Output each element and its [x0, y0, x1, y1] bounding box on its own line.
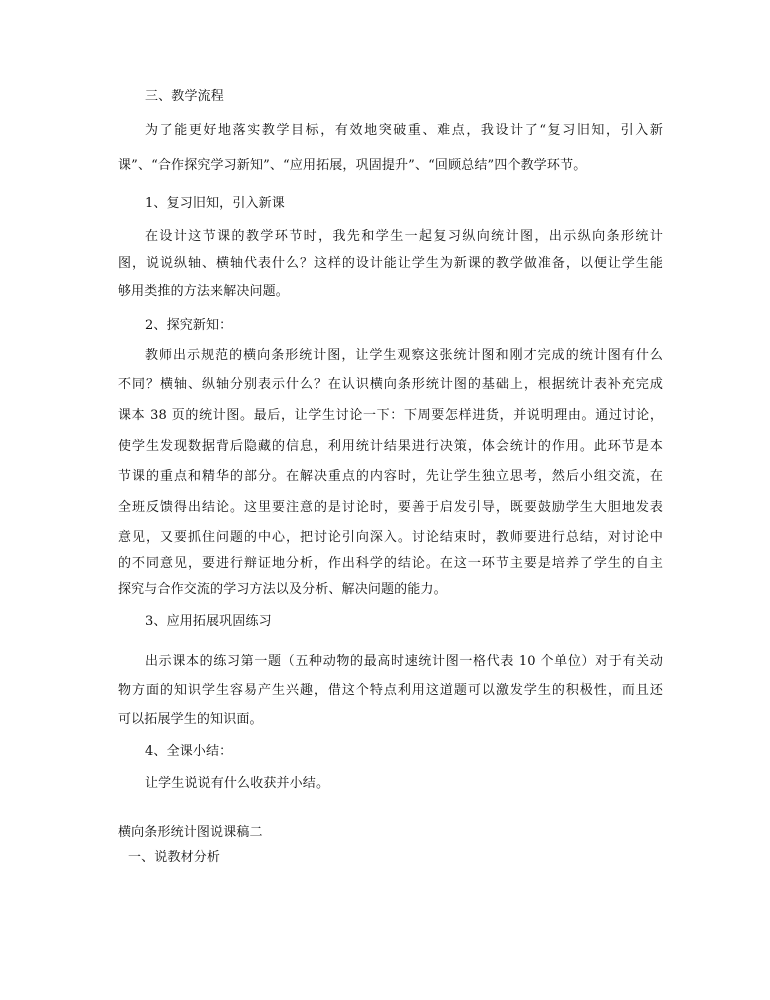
document-title-2: 横向条形统计图说课稿二	[118, 825, 263, 840]
paragraph-line: 的不同意见，要进行辩证地分析，作出科学的结论。在这一环节主要是培养了学生的自主	[118, 556, 663, 571]
step4-heading: 4、全课小结：	[145, 744, 233, 759]
paragraph-line: 物方面的知识学生容易产生兴趣，借这个特点利用这道题可以激发学生的积极性，而且还	[118, 683, 663, 698]
paragraph-line: 全班反馈得出结论。这里要注意的是讨论时，要善于启发引导，既要鼓励学生大胆地发表	[118, 500, 663, 515]
paragraph-line: 够用类推的方法来解决问题。	[118, 284, 289, 299]
paragraph-line: 出示课本的练习第一题（五种动物的最高时速统计图一格代表 10 个单位）对于有关动	[145, 654, 663, 669]
paragraph-line: 教师出示规范的横向条形统计图，让学生观察这张统计图和刚才完成的统计图有什么	[145, 348, 663, 363]
paragraph-line: 可以拓展学生的知识面。	[118, 712, 263, 727]
paragraph-line: 节课的重点和精华的部分。在解决重点的内容时，先让学生独立思考，然后小组交流，在	[118, 469, 663, 484]
intro-line: 课”、“合作探究学习新知”、“应用拓展，巩固提升”、“回顾总结”四个教学环节。	[118, 158, 587, 173]
section-heading-2: 一、说教材分析	[128, 850, 221, 865]
paragraph-line: 在设计这节课的教学环节时，我先和学生一起复习纵向统计图，出示纵向条形统计	[145, 229, 663, 244]
step2-heading: 2、探究新知：	[145, 318, 233, 333]
paragraph-line: 图，说说纵轴、横轴代表什么？这样的设计能让学生为新课的教学做准备，以便让学生能	[118, 256, 663, 271]
step1-heading: 1、复习旧知，引入新课	[145, 196, 285, 211]
paragraph-line: 意见，又要抓住问题的中心，把讨论引向深入。讨论结束时，教师要进行总结，对讨论中	[118, 530, 663, 545]
paragraph-line: 让学生说说有什么收获并小结。	[145, 776, 330, 791]
step3-heading: 3、应用拓展巩固练习	[145, 614, 272, 629]
paragraph-line: 不同？横轴、纵轴分别表示什么？在认识横向条形统计图的基础上，根据统计表补充完成	[118, 377, 663, 392]
paragraph-line: 课本 38 页的统计图。最后，让学生讨论一下：下周要怎样进货，并说明理由。通过讨论，	[118, 408, 663, 423]
paragraph-line: 探究与合作交流的学习方法以及分析、解决问题的能力。	[118, 582, 447, 597]
paragraph-line: 使学生发现数据背后隐藏的信息，利用统计结果进行决策，体会统计的作用。此环节是本	[118, 439, 663, 454]
intro-line: 为了能更好地落实教学目标，有效地突破重、难点，我设计了“复习旧知，引入新	[145, 123, 663, 138]
section-heading: 三、教学流程	[145, 89, 224, 104]
